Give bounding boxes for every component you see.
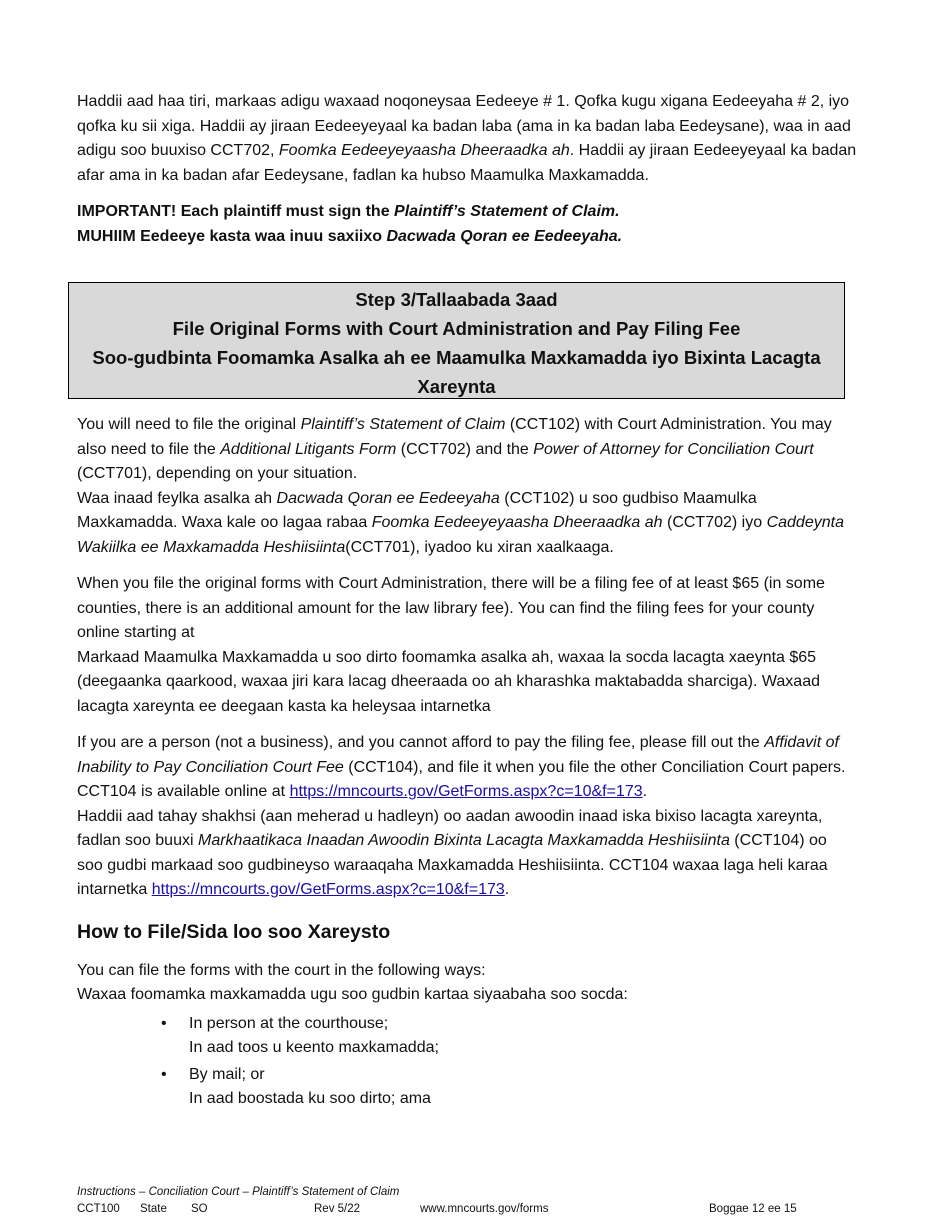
how-to-file-heading: How to File/Sida loo soo Xareysto [77, 920, 391, 943]
footer-form-code: CCT100 [77, 1203, 120, 1215]
file-forms-so: Waa inaad feylka asalka ah Dacwada Qoran ee Eedeeyaha (CCT102) u soo gudbiso Maamulka Maxkamadda. Waxa kale oo lagaa rabaa Foomka Eedeeyeyaasha Dheeraadka ah (CCT702) iyo Caddeynta Wakiilka ee Maxkamadda Heshiisiinta(CCT701), iyadoo ku xiran xaalkaaga. [77, 489, 844, 556]
step-3-header-box [68, 282, 845, 399]
step-title: Step 3/Tallaabada 3aad [355, 289, 558, 310]
getforms-link-so[interactable]: https://mncourts.gov/GetForms.aspx?c=10&f=173 [151, 881, 505, 898]
bullet-icon: • [161, 1014, 167, 1032]
list-item: • In person at the courthouse; In aad toos u keento maxkamadda; [77, 1012, 852, 1061]
file-forms-en: You will need to file the original Plaintiff’s Statement of Claim (CCT102) with Court Administration. You may also need to file the Additional Litigants Form (CCT702) and the Power of Attorney for Conciliation Court (CCT701), depending on your situation. [77, 416, 832, 482]
page-footer [77, 1184, 817, 1218]
footer-page-number: Boggae 12 ee 15 [709, 1203, 797, 1215]
how-to-intro-en: You can file the forms with the court in the following ways: [77, 961, 486, 979]
how-to-intro-so: Waxaa foomamka maxkamadda ugu soo gudbin kartaa siyaabaha soo socda: [77, 986, 628, 1003]
getforms-link-en[interactable]: https://mncourts.gov/GetForms.aspx?c=10&f=173 [289, 783, 643, 800]
intro-paragraph: Haddii aad haa tiri, markaas adigu waxaad noqoneysaa Eedeeye # 1. Qofka kugu xigana Eedeeyaha # 2, iyo qofka ku sii xiga. Haddii ay jiraan Eedeeyeyaal ka badan laba (ama in ka badan laba Eedeysane), waa in aad adigu soo buuxiso CCT702, Foomka Eedeeyeyaasha Dheeraadka ah. Haddii ay jiraan Eedeeyeyaal ka badan afar ama in ka badan afar Eedeysane, fadlan ka hubso Maamulka Maxkamadda. [77, 93, 857, 184]
filing-fee-so: Markaad Maamulka Maxkamadda u soo dirto foomamka asalka ah, waxaa la socda lacagta xaeynta $65 (deegaanka qaarkood, waxaa jiri kara lacag dheeraada oo ah kharashka maktabadda sharciga). Waxaad lacagta xareynta ee deegaan kasta ka heleysaa intarnetka [77, 648, 820, 715]
filing-methods-list [77, 1012, 852, 1112]
bullet-icon: • [161, 1065, 167, 1083]
footer-state: State [140, 1203, 167, 1215]
fee-waiver-en: If you are a person (not a business), and you cannot afford to pay the filing fee, please fill out the Affidavit of Inability to Pay Conciliation Court Fee (CCT104), and file it when you file the other Conciliation Court papers. CCT104 is available online at https://mncourts.gov/GetForms.aspx?c=10&f=173. [77, 734, 846, 800]
step-subtitle-en: File Original Forms with Court Administration and Pay Filing Fee [172, 318, 741, 339]
fee-waiver-so: Haddii aad tahay shakhsi (aan meherad u hadleyn) oo aadan awoodin inaad iska bixiso lacagta xareynta, fadlan soo buuxi Markhaatikaca Inaadan Awoodin Bixinta Lacagta Maxkamadda Heshiisiinta (CCT104) oo soo gudbi markaad soo gudbineyso waraaqaha Maxkamadda Heshiisiinta. CCT104 waxaa laga heli karaa intarnetka https://mncourts.gov/GetForms.aspx?c=10&f=173. [77, 807, 828, 898]
step-3-body [77, 413, 852, 1114]
list-item: • By mail; or In aad boostada ku soo dirto; ama [77, 1063, 852, 1112]
step-subtitle-so: Soo-gudbinta Foomamka Asalka ah ee Maamulka Maxkamadda iyo Bixinta Lacagta Xareynta [92, 347, 821, 397]
footer-revision: Rev 5/22 [314, 1203, 361, 1215]
footer-title: Instructions – Conciliation Court – Plaintiff’s Statement of Claim [77, 1186, 400, 1198]
filing-fee-en: When you file the original forms with Court Administration, there will be a filing fee of at least $65 (in some counties, there is an additional amount for the law library fee). You can find the filing fees for your county online starting at [77, 575, 825, 641]
important-notice: IMPORTANT! Each plaintiff must sign the Plaintiff’s Statement of Claim. MUHIIM Eedeeye kasta waa inuu saxiixo Dacwada Qoran ee Eedeeyaha. [77, 203, 623, 245]
footer-language: SO [191, 1203, 208, 1215]
intro-section [77, 90, 857, 255]
footer-url: www.mncourts.gov/forms [420, 1203, 549, 1215]
footer-meta [77, 1201, 817, 1218]
